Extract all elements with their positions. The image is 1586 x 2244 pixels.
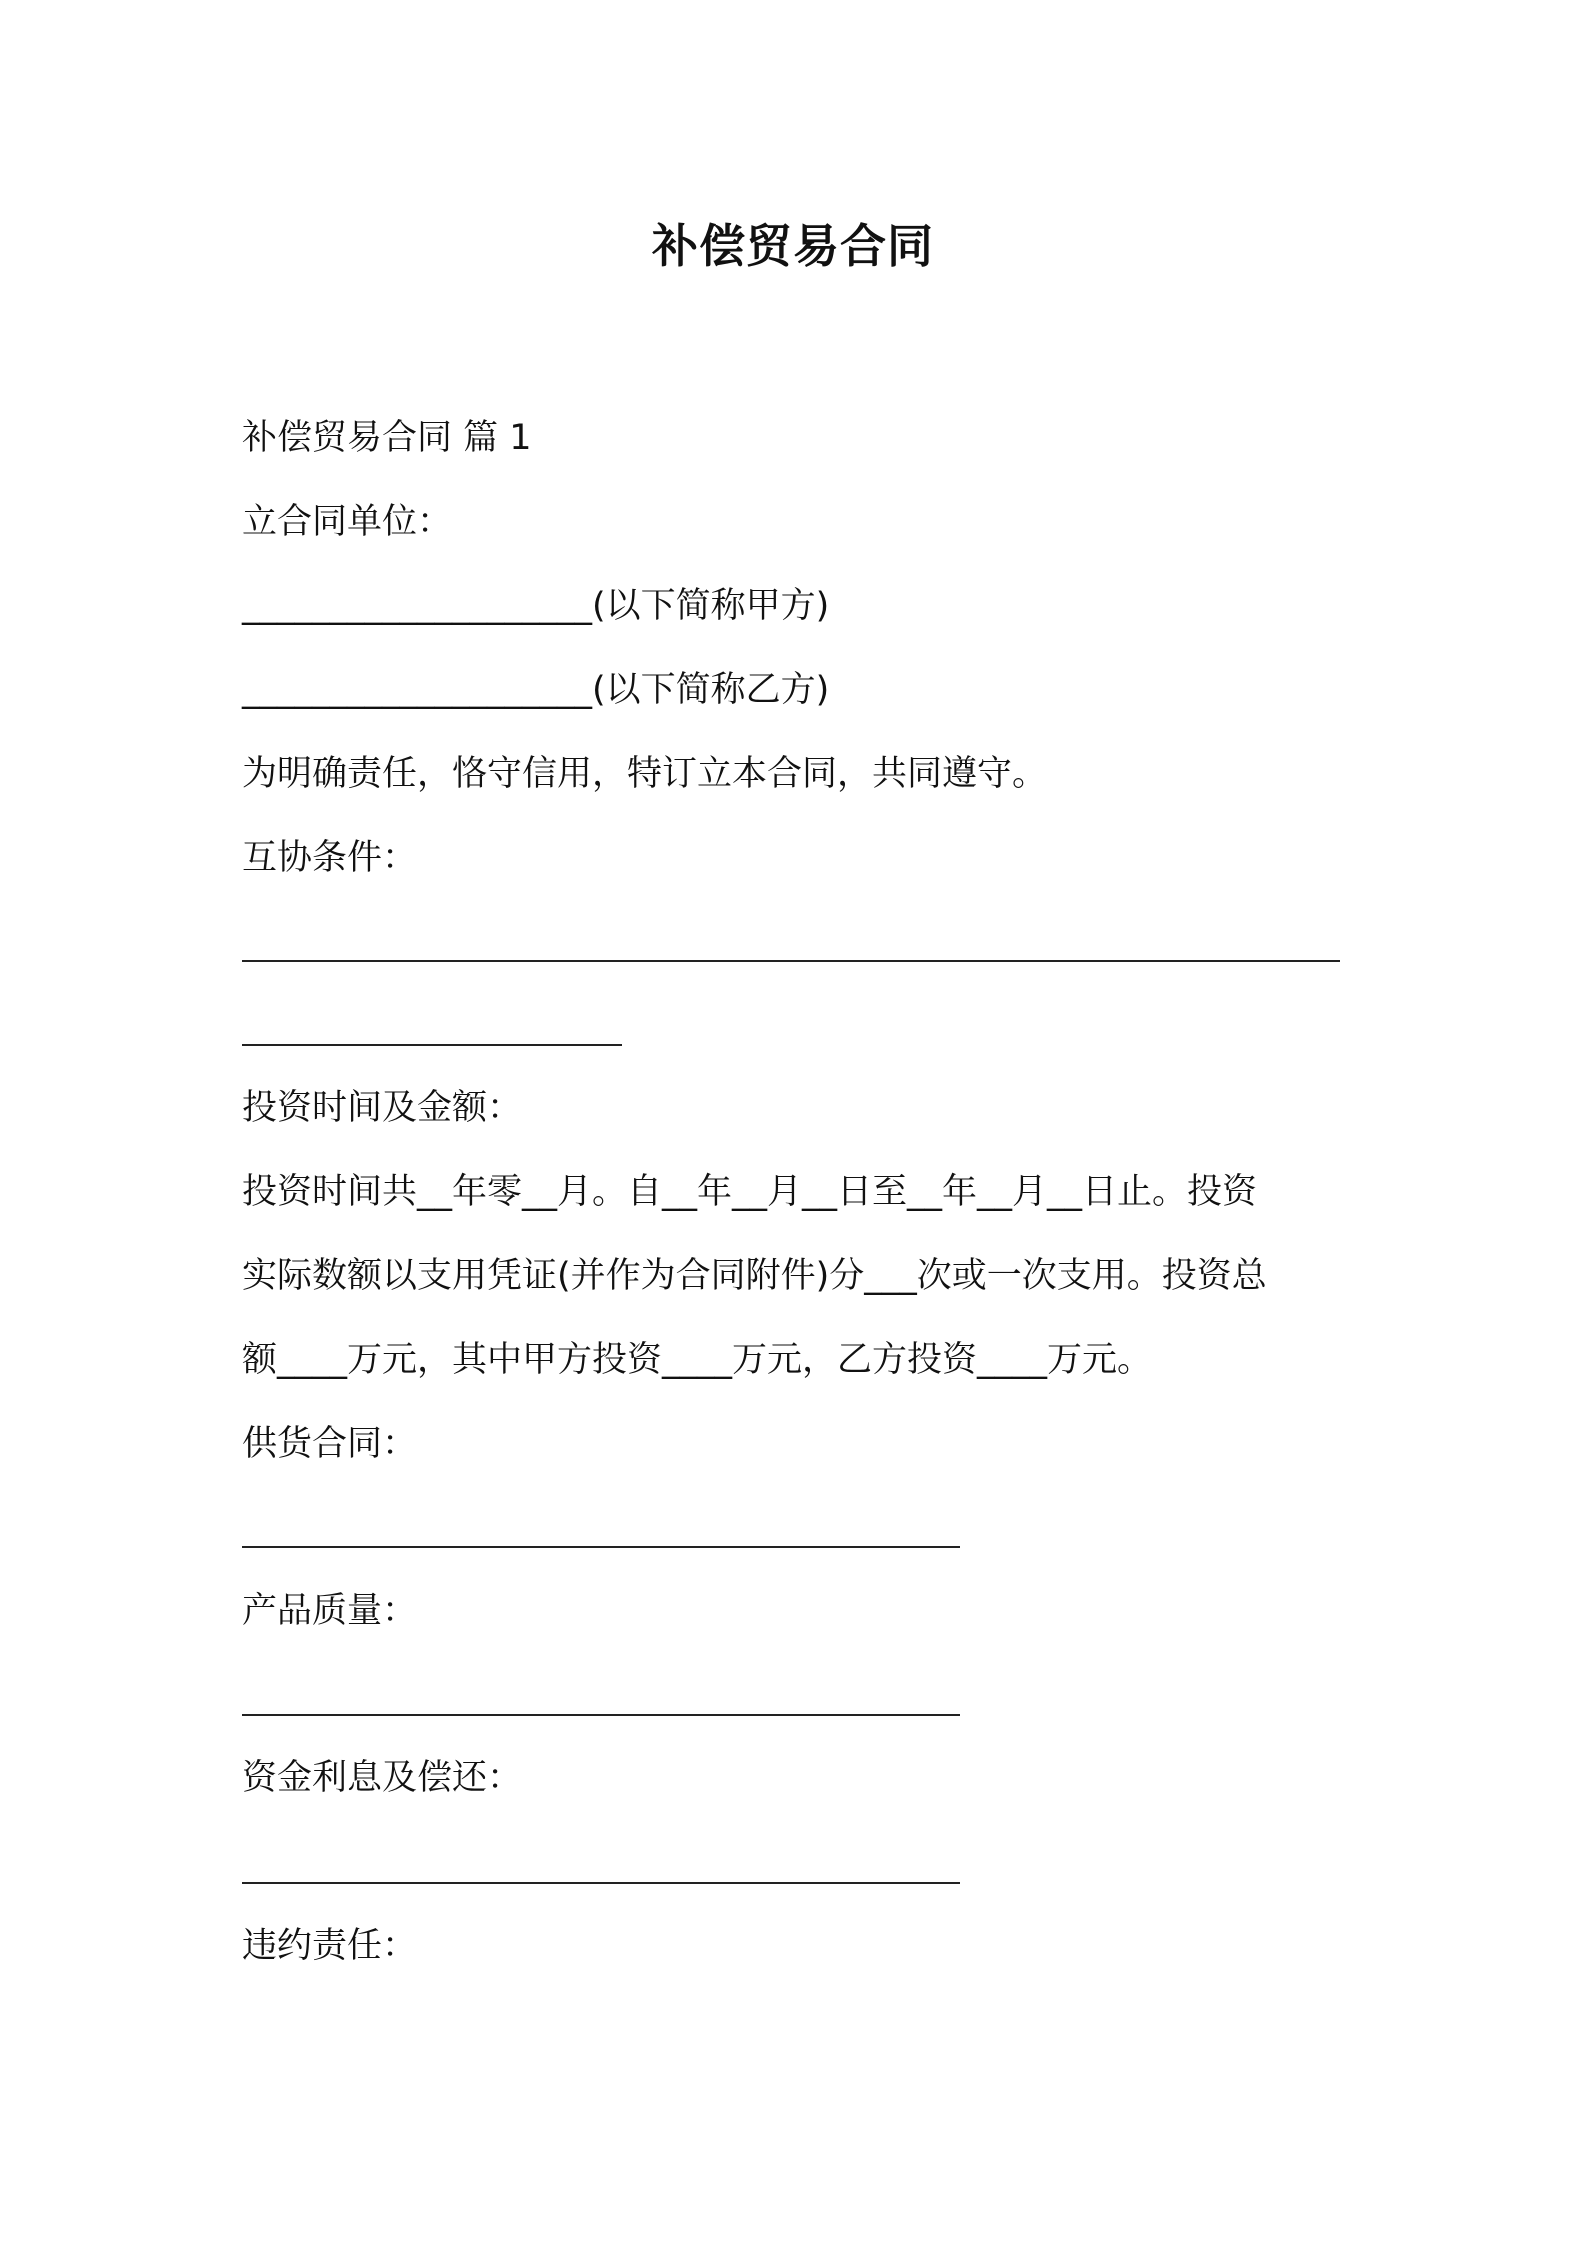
party-a-line: ____________________(以下简称甲方)	[242, 586, 830, 626]
investment-text-line-2: 实际数额以支用凭证(并作为合同附件)分___次或一次支用。投资总	[242, 1256, 1267, 1296]
party-b-line: ____________________(以下简称乙方)	[242, 670, 830, 710]
investment-text-line-3: 额____万元，其中甲方投资____万元，乙方投资____万元。	[242, 1340, 1153, 1380]
section-heading: 补偿贸易合同 篇 1	[242, 418, 532, 458]
investment-text-line-1: 投资时间共__年零__月。自__年__月__日至__年__月__日止。投资	[242, 1172, 1258, 1212]
terms-blank-line-1	[242, 960, 1340, 962]
liability-label: 违约责任：	[242, 1926, 418, 1966]
supply-blank-line	[242, 1546, 960, 1548]
interest-blank-line	[242, 1882, 960, 1884]
supply-label: 供货合同：	[242, 1424, 418, 1464]
interest-label: 资金利息及偿还：	[242, 1758, 523, 1798]
document-title: 补偿贸易合同	[652, 219, 934, 273]
purpose-statement: 为明确责任，恪守信用，特订立本合同，共同遵守。	[242, 754, 1048, 794]
investment-label: 投资时间及金额：	[242, 1088, 523, 1128]
quality-blank-line	[242, 1714, 960, 1716]
terms-label: 互协条件：	[242, 838, 418, 878]
quality-label: 产品质量：	[242, 1591, 418, 1631]
terms-blank-line-2	[242, 1044, 622, 1046]
parties-label: 立合同单位：	[242, 502, 453, 542]
